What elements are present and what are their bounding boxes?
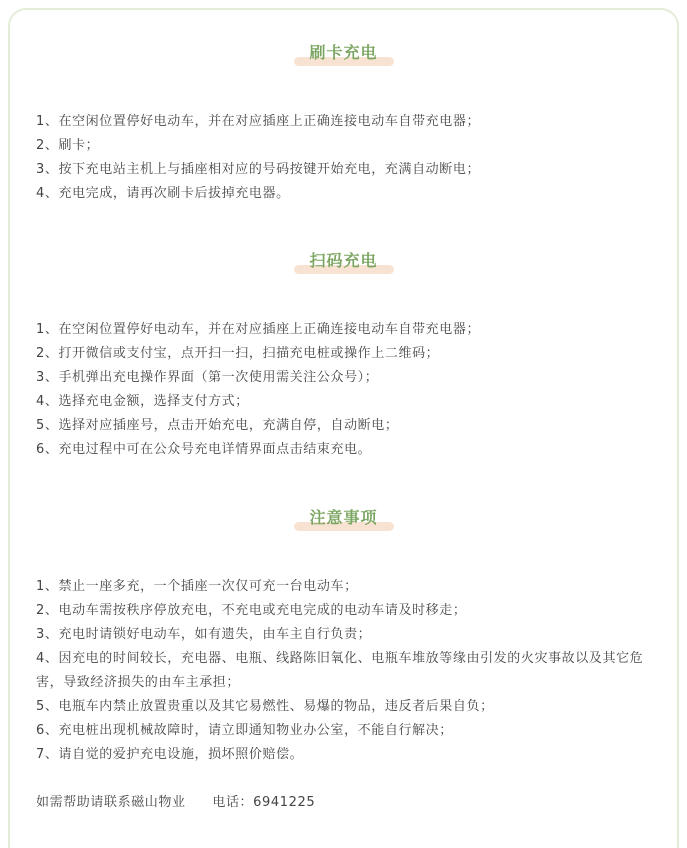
list-item: 6、充电过程中可在公众号充电详情界面点击结束充电。 (36, 442, 372, 457)
list-item: 6、充电桩出现机械故障时，请立即通知物业办公室，不能自行解决； (36, 723, 453, 738)
section-heading: 注意事项 (309, 508, 378, 527)
list-item: 4、充电完成，请再次刷卡后拔掉充电器。 (36, 186, 290, 201)
contact-footer (36, 792, 315, 814)
card-charging-steps (36, 110, 656, 206)
contact-text: 如需帮助请联系磁山物业 (36, 795, 186, 810)
list-item: 1、在空闲位置停好电动车，并在对应插座上正确连接电动车自带充电器； (36, 322, 481, 337)
list-item: 2、打开微信或支付宝，点开扫一扫，扫描充电桩或操作上二维码； (36, 346, 440, 361)
list-item: 5、选择对应插座号，点击开始充电，充满自停，自动断电； (36, 418, 399, 433)
list-item: 4、选择充电金额，选择支付方式； (36, 394, 249, 409)
precautions-list (36, 575, 656, 767)
list-item: 5、电瓶车内禁止放置贵重以及其它易燃性、易爆的物品，违反者后果自负； (36, 699, 494, 714)
list-item: 1、禁止一座多充，一个插座一次仅可充一台电动车； (36, 579, 358, 594)
list-item: 2、刷卡； (36, 138, 100, 153)
list-item: 3、手机弹出充电操作界面（第一次使用需关注公众号）； (36, 370, 379, 385)
list-item: 4、因充电的时间较长，充电器、电瓶、线路陈旧氧化、电瓶车堆放等缘由引发的火灾事故以及其它危害，导致经济损失的由车主承担； (36, 651, 644, 690)
list-item: 7、请自觉的爱护充电设施，损坏照价赔偿。 (36, 747, 304, 762)
section-heading: 扫码充电 (309, 251, 378, 270)
list-item: 3、充电时请锁好电动车，如有遗失，由车主自行负责； (36, 627, 372, 642)
section-title-card-charging (0, 42, 687, 72)
qr-charging-steps (36, 318, 656, 462)
list-item: 2、电动车需按秩序停放充电，不充电或充电完成的电动车请及时移走； (36, 603, 467, 618)
section-heading: 刷卡充电 (309, 43, 378, 62)
section-title-precautions (0, 507, 687, 537)
list-item: 1、在空闲位置停好电动车，并在对应插座上正确连接电动车自带充电器； (36, 114, 481, 129)
phone-number: 6941225 (253, 795, 316, 810)
section-title-qr-charging (0, 250, 687, 280)
list-item: 3、按下充电站主机上与插座相对应的号码按键开始充电，充满自动断电； (36, 162, 481, 177)
phone-label: 电话： (212, 795, 254, 810)
